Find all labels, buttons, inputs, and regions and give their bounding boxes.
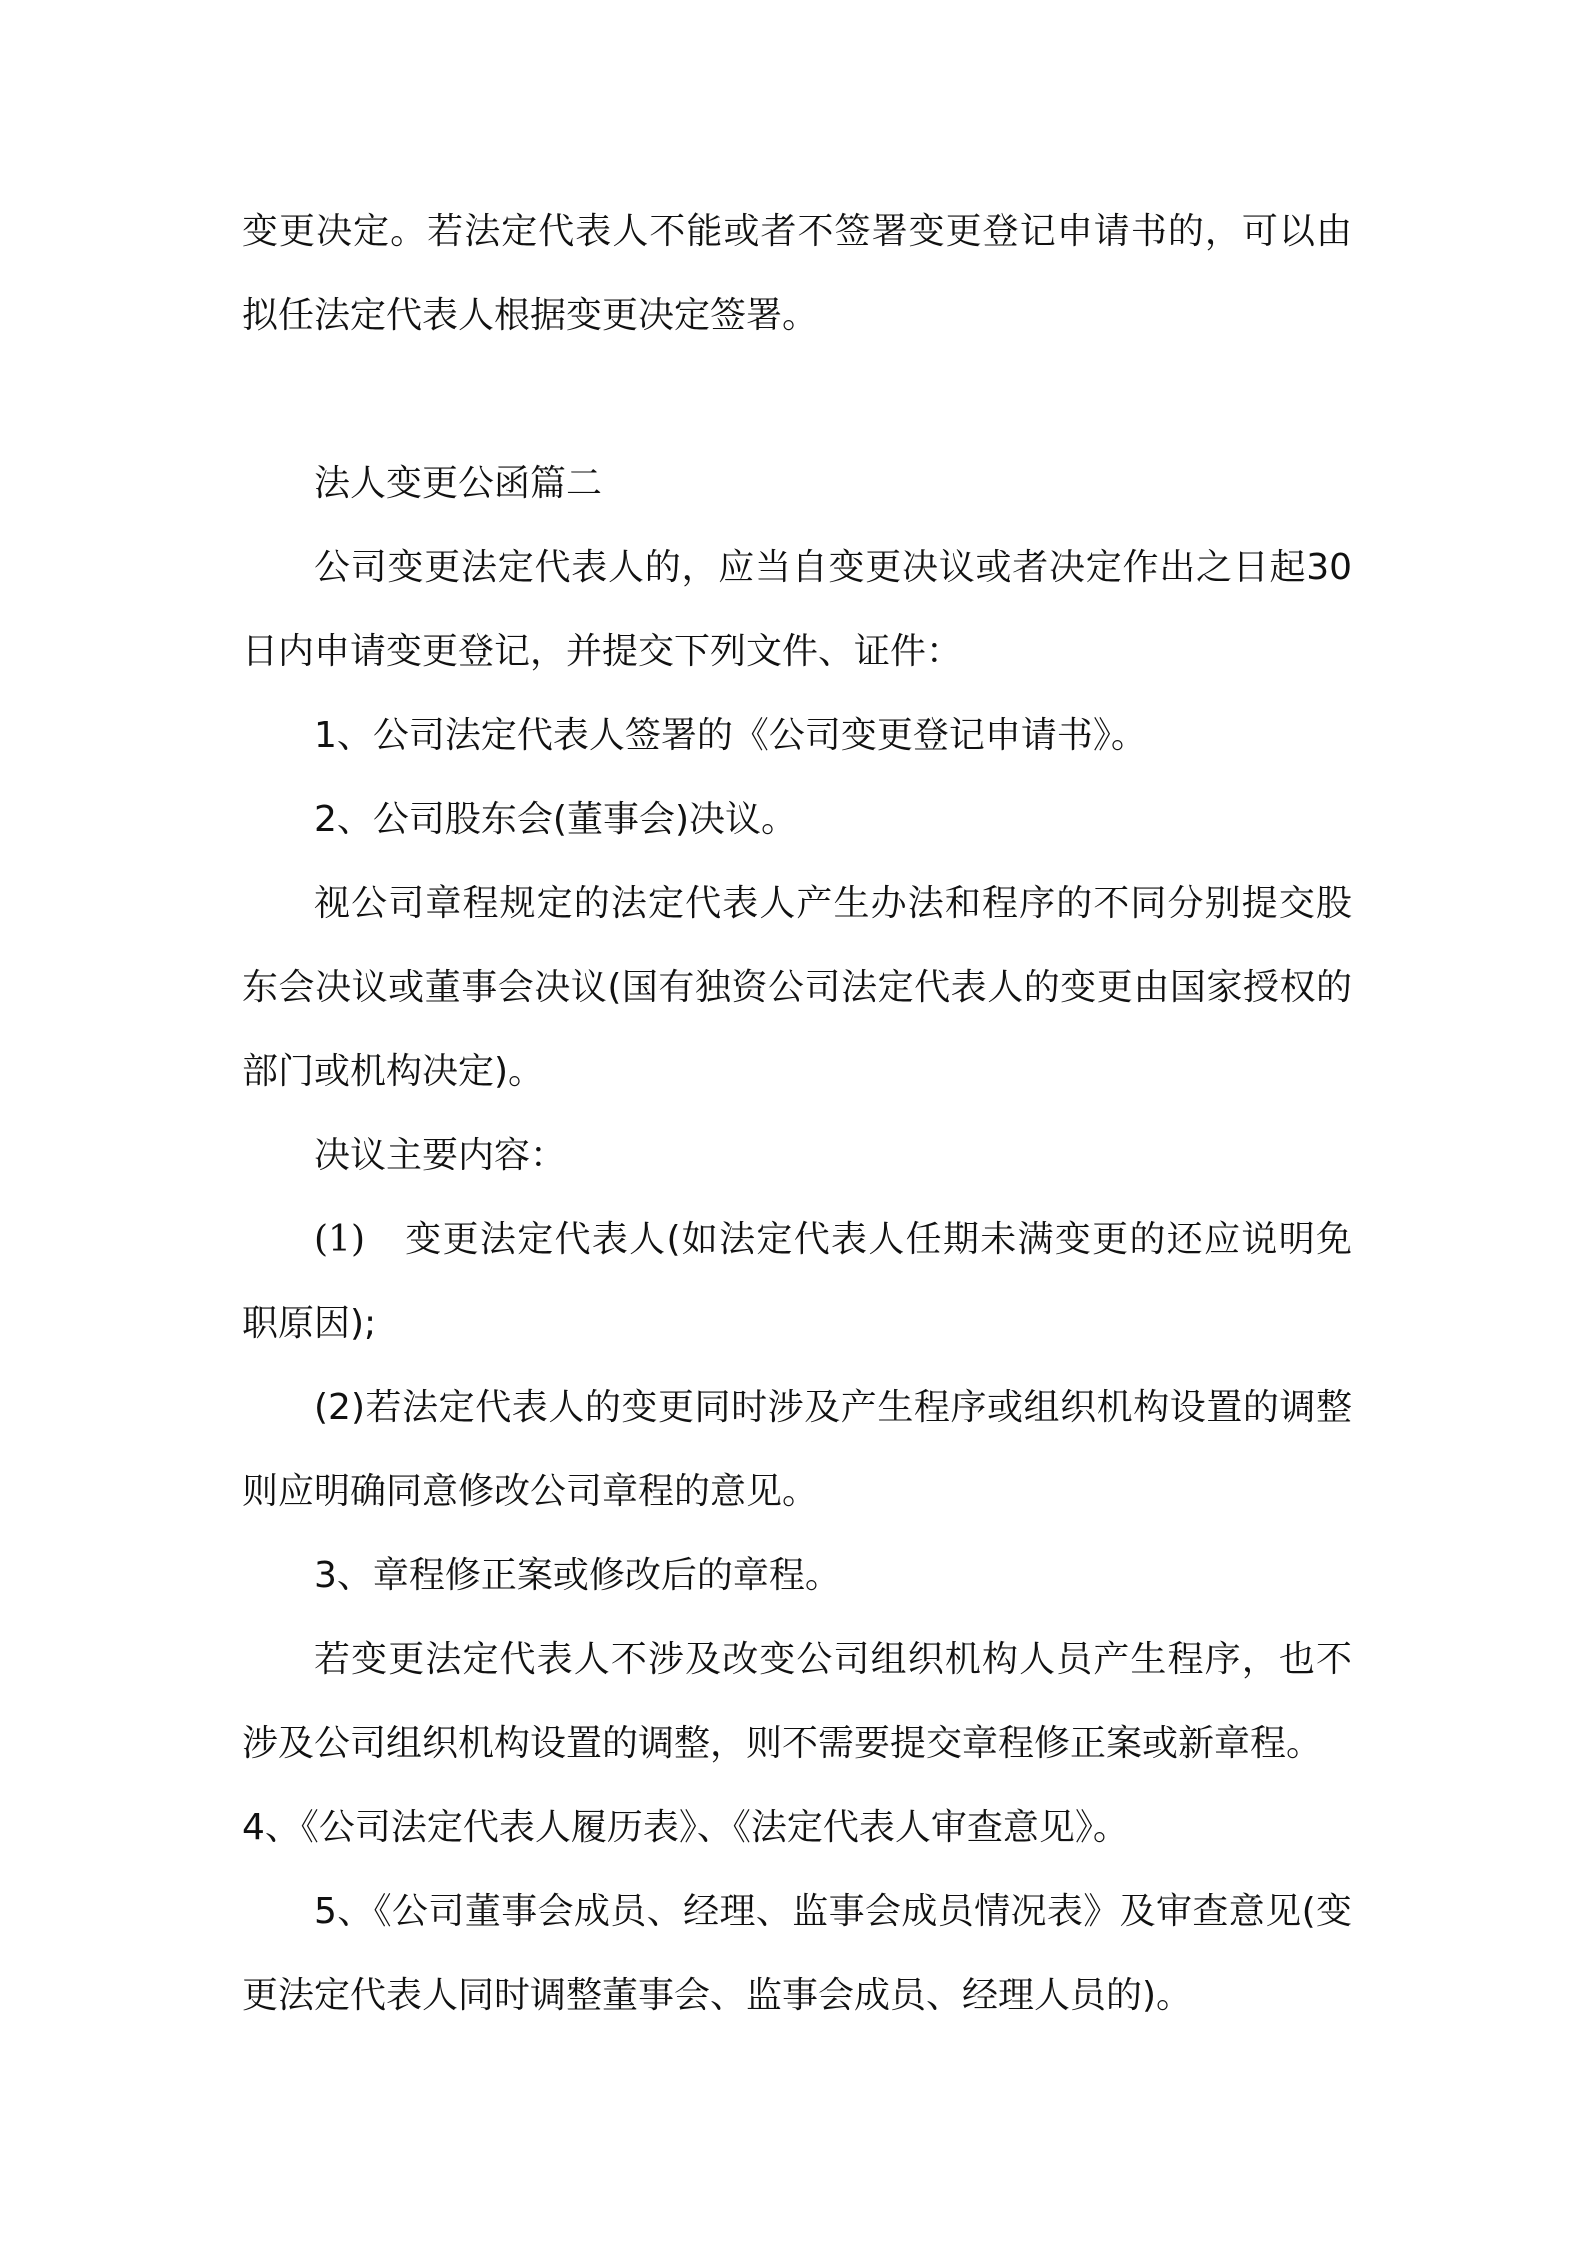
resolution-item-1 bbox=[242, 1198, 1352, 1366]
resolution-item-1-marker: (1) bbox=[314, 1219, 365, 1260]
intro-paragraph: 公司变更法定代表人的，应当自变更决议或者决定作出之日起30 日内申请变更登记，并提交下列文件、证件： bbox=[242, 547, 1352, 672]
section-heading: 法人变更公函篇二 bbox=[314, 463, 603, 504]
item-5: 5、《公司董事会成员、经理、监事会成员情况表》及审查意见(变更法定代表人同时调整董事会、监事会成员、经理人员的)。 bbox=[242, 1891, 1352, 2016]
item-1: 1、公司法定代表人签署的《公司变更登记申请书》。 bbox=[314, 715, 1147, 756]
item-2-note: 视公司章程规定的法定代表人产生办法和程序的不同分别提交股东会决议或董事会决议(国有独资公司法定代表人的变更由国家授权的部门或机构决定)。 bbox=[242, 883, 1352, 1092]
item-3: 3、章程修正案或修改后的章程。 bbox=[314, 1555, 841, 1596]
item-2: 2、公司股东会(董事会)决议。 bbox=[314, 799, 797, 840]
resolution-item-2: (2)若法定代表人的变更同时涉及产生程序或组织机构设置的调整则应明确同意修改公司章程的意见。 bbox=[242, 1387, 1352, 1512]
item-3-note: 若变更法定代表人不涉及改变公司组织机构人员产生程序，也不涉及公司组织机构设置的调整，则不需要提交章程修正案或新章程。 bbox=[242, 1639, 1352, 1764]
resolution-title: 决议主要内容： bbox=[314, 1135, 567, 1176]
document-body bbox=[242, 190, 1352, 2038]
item-4: 4、《公司法定代表人履历表》、《法定代表人审查意见》。 bbox=[242, 1807, 1129, 1848]
continuation-paragraph: 变更决定。若法定代表人不能或者不签署变更登记申请书的，可以由拟任法定代表人根据变更决定签署。 bbox=[242, 211, 1352, 336]
resolution-item-1-text: 变更法定代表人(如法定代表人任期未满变更的还应说明免职原因); bbox=[242, 1219, 1352, 1344]
